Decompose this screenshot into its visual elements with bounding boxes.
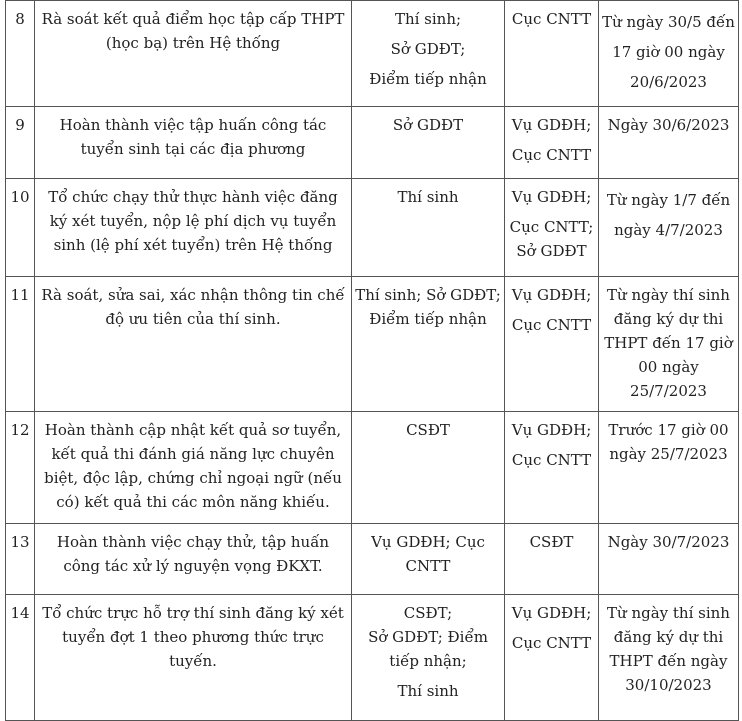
responsible-line: CSĐT; [403,604,453,622]
coordinator-line: Vụ GDĐH; [511,604,592,622]
task-cell: Tổ chức chạy thử thực hành việc đăng ký xét tuyển, nộp lệ phí dịch vụ tuyển sinh (lệ phí xét tuyển) trên Hệ thống [35,179,352,277]
table-row [6,1,739,107]
table-row [6,595,739,721]
responsible-line: Sở GDĐT; [390,40,466,58]
coordinator-cell [505,1,599,107]
coordinator-cell [505,277,599,412]
coordinator-line: Sở GDĐT [516,242,587,260]
responsible-cell [352,107,505,179]
task-cell: Rà soát, sửa sai, xác nhận thông tin chế độ ưu tiên của thí sinh. [35,277,352,412]
time-cell: Ngày 30/6/2023 [599,107,739,179]
coordinator-line: Cục CNTT [511,316,592,334]
coordinator-cell [505,412,599,524]
coordinator-line: Cục CNTT [511,451,592,469]
task-cell: Rà soát kết quả điểm học tập cấp THPT (học bạ) trên Hệ thống [35,1,352,107]
coordinator-line: Cục CNTT [511,146,592,164]
responsible-cell [352,179,505,277]
responsible-line: Điểm tiếp nhận [369,70,487,88]
coordinator-line: Cục CNTT [511,10,592,28]
table-row [6,412,739,524]
row-number: 11 [6,277,35,412]
responsible-cell: CSĐT [352,412,505,524]
coordinator-cell [505,107,599,179]
table-row [6,179,739,277]
coordinator-line: Vụ GDĐH; [511,286,592,304]
row-number: 8 [6,1,35,107]
responsible-cell: Thí sinh; Sở GDĐT; Điểm tiếp nhận [352,277,505,412]
responsible-cell: Vụ GDĐH; Cục CNTT [352,524,505,595]
task-cell: Hoàn thành cập nhật kết quả sơ tuyển, kết quả thi đánh giá năng lực chuyên biệt, độc lập, chứng chỉ ngoại ngữ (nếu có) kết quả thi các môn năng khiếu. [35,412,352,524]
responsible-line: Sở GDĐT; Điểm tiếp nhận; [368,628,488,670]
coordinator-cell [505,595,599,721]
coordinator-line: Vụ GDĐH; [511,116,592,134]
task-cell: Hoàn thành việc chạy thử, tập huấn công tác xử lý nguyện vọng ĐKXT. [35,524,352,595]
time-cell: Từ ngày thí sinh đăng ký dự thi THPT đến ngày 30/10/2023 [599,595,739,721]
task-cell: Tổ chức trực hỗ trợ thí sinh đăng ký xét tuyển đợt 1 theo phương thức trực tuyến. [35,595,352,721]
responsible-line: Thí sinh [397,188,459,206]
schedule-table [5,0,739,721]
time-cell: Từ ngày 1/7 đến ngày 4/7/2023 [599,179,739,277]
coordinator-cell [505,179,599,277]
row-number: 13 [6,524,35,595]
coordinator-cell [505,524,599,595]
responsible-line: Sở GDĐT [392,116,464,134]
coordinator-line: Cục CNTT [511,634,592,652]
time-cell: Trước 17 giờ 00 ngày 25/7/2023 [599,412,739,524]
time-cell: Từ ngày thí sinh đăng ký dự thi THPT đến 17 giờ 00 ngày 25/7/2023 [599,277,739,412]
coordinator-line: Vụ GDĐH; [511,421,592,439]
coordinator-line: Cục CNTT; [509,218,594,236]
time-cell: Từ ngày 30/5 đến 17 giờ 00 ngày 20/6/2023 [599,1,739,107]
row-number: 10 [6,179,35,277]
time-cell: Ngày 30/7/2023 [599,524,739,595]
responsible-line: Thí sinh [397,682,459,700]
table-row [6,524,739,595]
row-number: 9 [6,107,35,179]
responsible-cell [352,595,505,721]
responsible-line: Thí sinh; [394,10,462,28]
table-row [6,277,739,412]
row-number: 12 [6,412,35,524]
task-cell: Hoàn thành việc tập huấn công tác tuyển sinh tại các địa phương [35,107,352,179]
coordinator-line: CSĐT [529,533,574,551]
table-row [6,107,739,179]
row-number: 14 [6,595,35,721]
coordinator-line: Vụ GDĐH; [511,188,592,206]
responsible-cell [352,1,505,107]
